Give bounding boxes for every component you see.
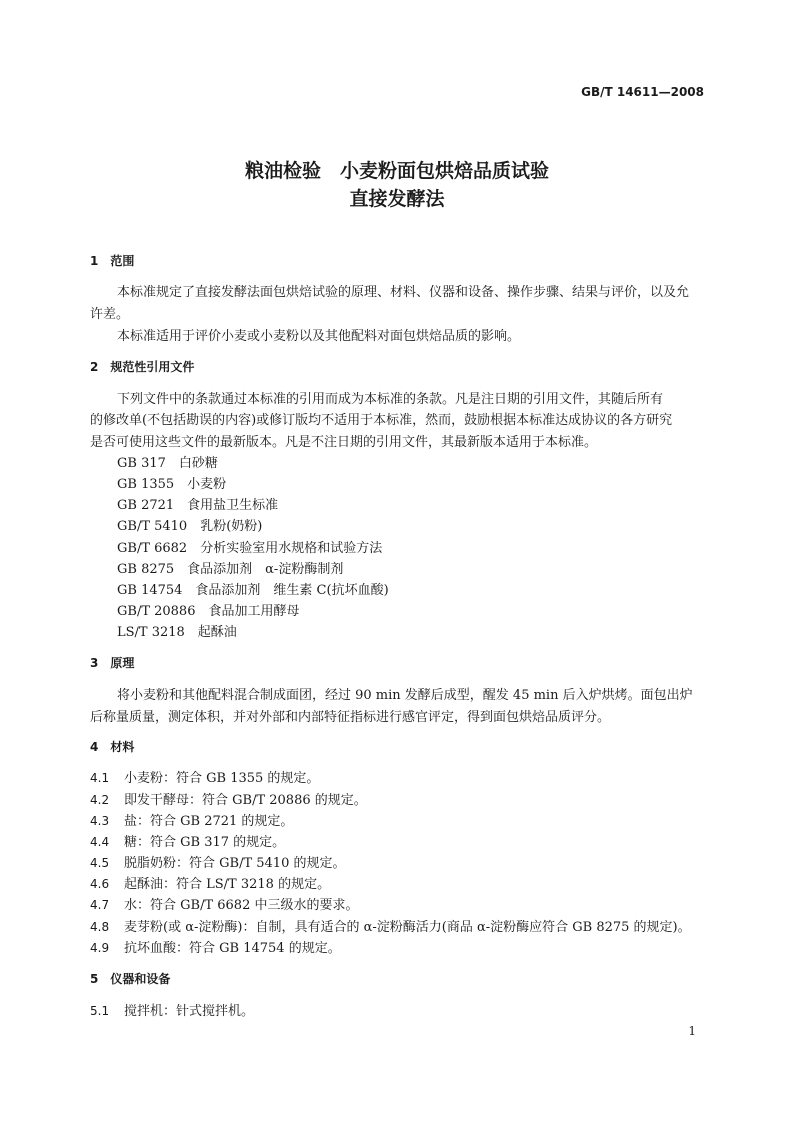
document-subtitle: 直接发酵法 bbox=[349, 188, 445, 210]
reference-item: LS/T 3218 起酥油 bbox=[117, 625, 237, 640]
clause-text: 麦芽粉(或 α-淀粉酶)：自制，具有适合的 α-淀粉酶活力(商品 α-淀粉酶应符合 GB 8275 的规定)。 bbox=[124, 920, 691, 935]
section-heading-references: 2 规范性引用文件 bbox=[90, 360, 195, 374]
paragraph-line: 是否可使用这些文件的最新版本。凡是不注日期的引用文件，其最新版本适用于本标准。 bbox=[90, 435, 598, 450]
section-heading-scope: 1 范围 bbox=[90, 254, 135, 268]
paragraph-line: 将小麦粉和其他配料混合制成面团，经过 90 min 发酵后成型，醒发 45 min 后入炉烘烤。面包出炉 bbox=[117, 688, 693, 703]
clause-item bbox=[90, 916, 691, 935]
paragraph-line: 本标准规定了直接发酵法面包烘焙试验的原理、材料、仪器和设备、操作步骤、结果与评价，以及允 bbox=[117, 285, 690, 300]
reference-item: GB 2721 食用盐卫生标准 bbox=[117, 498, 279, 513]
clause-text: 水：符合 GB/T 6682 中三级水的要求。 bbox=[124, 898, 359, 913]
clause-item bbox=[90, 937, 341, 956]
reference-item: GB/T 5410 乳粉(奶粉) bbox=[117, 519, 263, 534]
clause-item bbox=[90, 810, 293, 829]
reference-item: GB 14754 食品添加剂 维生素 C(抗坏血酸) bbox=[117, 583, 389, 598]
clause-text: 盐：符合 GB 2721 的规定。 bbox=[124, 814, 294, 829]
clause-text: 小麦粉：符合 GB 1355 的规定。 bbox=[124, 771, 320, 786]
reference-item: GB/T 20886 食品加工用酵母 bbox=[117, 604, 300, 619]
clause-item bbox=[90, 852, 345, 871]
section-heading-apparatus: 5 仪器和设备 bbox=[90, 972, 171, 986]
clause-item bbox=[90, 789, 367, 808]
clause-item bbox=[90, 873, 330, 892]
clause-text: 抗坏血酸：符合 GB 14754 的规定。 bbox=[124, 941, 341, 956]
section-heading-materials: 4 材料 bbox=[90, 740, 135, 754]
document-title: 粮油检验 小麦粉面包烘焙品质试验 bbox=[244, 160, 549, 182]
clause-number: 4.5 bbox=[90, 856, 110, 870]
paragraph-line: 下列文件中的条款通过本标准的引用而成为本标准的条款。凡是注日期的引用文件，其随后所有 bbox=[117, 392, 664, 407]
reference-item: GB/T 6682 分析实验室用水规格和试验方法 bbox=[117, 541, 383, 556]
clause-item bbox=[90, 831, 285, 850]
clause-number: 4.2 bbox=[90, 793, 110, 807]
standard-number: GB/T 14611—2008 bbox=[581, 85, 704, 99]
clause-number: 4.9 bbox=[90, 941, 110, 955]
clause-number: 4.8 bbox=[90, 920, 110, 934]
section-heading-principle: 3 原理 bbox=[90, 656, 135, 670]
clause-number: 4.3 bbox=[90, 814, 110, 828]
clause-number: 4.1 bbox=[90, 771, 110, 785]
paragraph-line: 本标准适用于评价小麦或小麦粉以及其他配料对面包烘焙品质的影响。 bbox=[117, 329, 521, 344]
clause-text: 搅拌机：针式搅拌机。 bbox=[124, 1004, 255, 1019]
clause-number: 4.7 bbox=[90, 898, 110, 912]
clause-text: 起酥油：符合 LS/T 3218 的规定。 bbox=[124, 877, 331, 892]
clause-number: 5.1 bbox=[90, 1004, 110, 1018]
paragraph-line: 许差。 bbox=[90, 307, 130, 322]
clause-text: 糖：符合 GB 317 的规定。 bbox=[124, 835, 286, 850]
clause-item bbox=[90, 894, 358, 913]
clause-text: 即发干酵母：符合 GB/T 20886 的规定。 bbox=[124, 793, 367, 808]
clause-text: 脱脂奶粉：符合 GB/T 5410 的规定。 bbox=[124, 856, 346, 871]
page-number: 1 bbox=[688, 1024, 696, 1038]
reference-item: GB 1355 小麦粉 bbox=[117, 477, 227, 492]
clause-item bbox=[90, 1000, 254, 1019]
clause-item bbox=[90, 767, 319, 786]
paragraph-line: 后称量质量，测定体积，并对外部和内部特征指标进行感官评定，得到面包烘焙品质评分。 bbox=[90, 710, 611, 725]
paragraph-line: 的修改单(不包括勘误的内容)或修订版均不适用于本标准，然而，鼓励根据本标准达成协议的各方研究 bbox=[90, 413, 673, 428]
reference-item: GB 8275 食品添加剂 α-淀粉酶制剂 bbox=[117, 562, 344, 577]
clause-number: 4.6 bbox=[90, 877, 110, 891]
reference-item: GB 317 白砂糖 bbox=[117, 456, 218, 471]
clause-number: 4.4 bbox=[90, 835, 110, 849]
